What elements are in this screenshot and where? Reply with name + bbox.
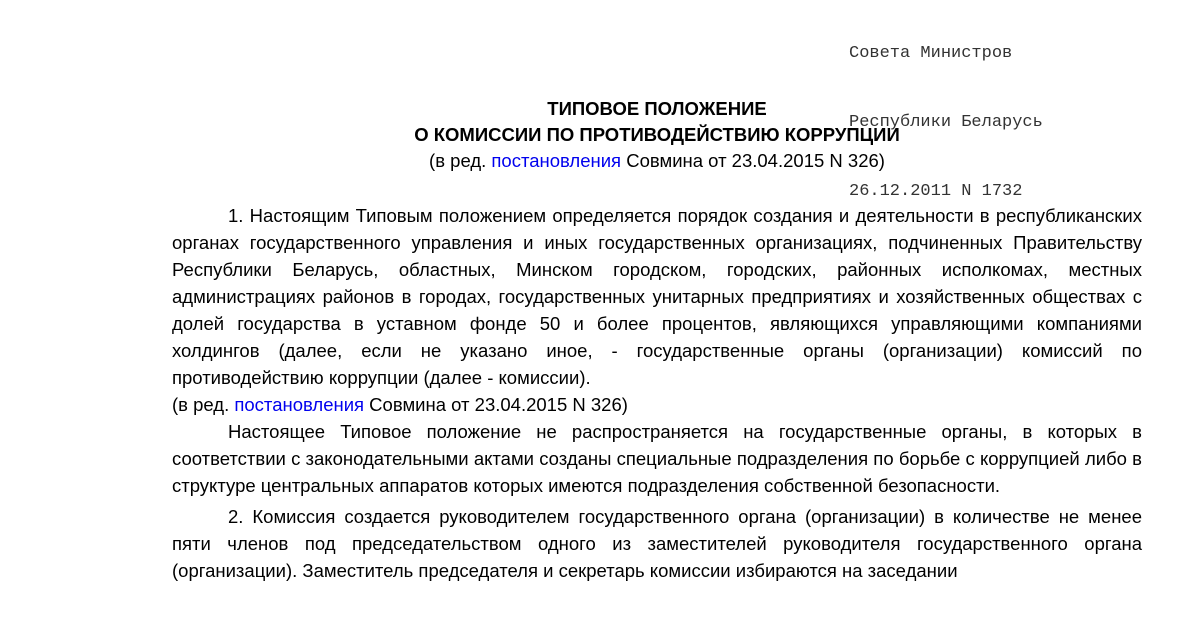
paragraph-1-amendment-note [172, 391, 1142, 418]
approval-line-date: 26.12.2011 N 1732 [849, 182, 1023, 201]
paragraph-1-exception: Настоящее Типовое положение не распространяется на государственные органы, в которых в соответствии с законодательными актами созданы специальные подразделения по борьбе с коррупцией либо в структуре центральных аппаратов которых имеются подразделения собственной безопасности. [172, 421, 1142, 496]
title-note-suffix: Совмина от 23.04.2015 N 326) [621, 150, 885, 171]
paragraph-2: 2. Комиссия создается руководителем государственного органа (организации) в количестве не менее пяти членов под председательством одного из заместителей руководителя государственного органа (организации). Заместитель председателя и секретарь комиссии избираются на заседании [172, 506, 1142, 581]
amendment-prefix: (в ред. [172, 394, 235, 415]
title-amendment-note [0, 148, 1200, 174]
amendment-suffix: Совмина от 23.04.2015 N 326) [364, 394, 628, 415]
approval-line-council: Совета Министров [849, 44, 1013, 63]
title-line-1: ТИПОВОЕ ПОЛОЖЕНИЕ [547, 98, 767, 119]
amendment-link[interactable]: постановления [234, 394, 365, 415]
title-amendment-link[interactable]: постановления [491, 150, 622, 171]
document-body [172, 202, 1142, 584]
title-line-2: О КОМИССИИ ПО ПРОТИВОДЕЙСТВИЮ КОРРУПЦИИ [414, 124, 900, 145]
approval-line-republic: Республики Беларусь [849, 113, 1043, 132]
paragraph-1: 1. Настоящим Типовым положением определяется порядок создания и деятельности в республиканских органах государственного управления и иных государственных организациях, подчиненных Правительству Республики Беларусь, областных, Минском городском, городских, районных исполкомах, местных администрациях районов в городах, государственных унитарных предприятиях и хозяйственных обществах с долей государства в уставном фонде 50 и более процентов, являющихся управляющими компаниями холдингов (далее, если не указано иное, - государственные органы (организации) комиссий по противодействию коррупции (далее - комиссии). [172, 205, 1142, 388]
title-note-prefix: (в ред. [429, 150, 492, 171]
document-title [0, 96, 1200, 174]
